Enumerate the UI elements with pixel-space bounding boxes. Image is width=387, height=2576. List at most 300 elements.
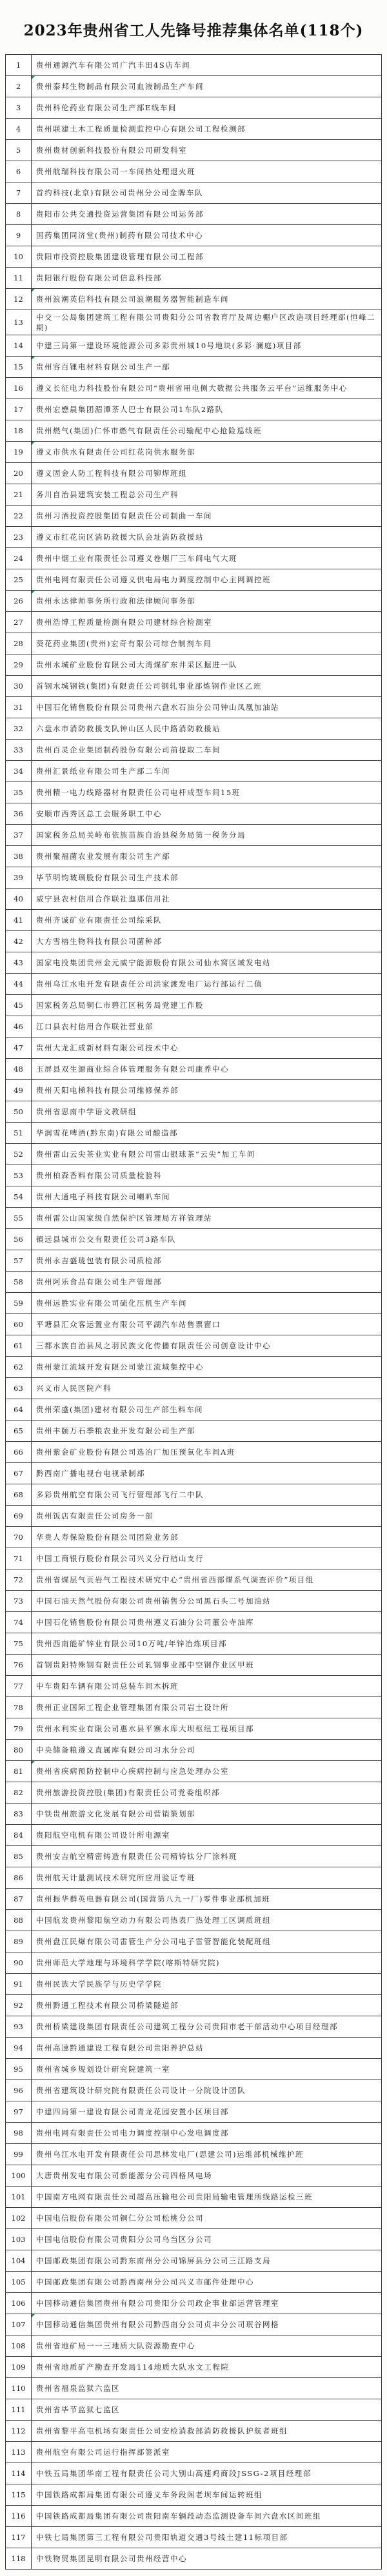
row-number: 41 <box>6 909 32 930</box>
row-number: 51 <box>6 1122 32 1143</box>
table-row <box>6 335 382 356</box>
row-number: 55 <box>6 1207 32 1228</box>
collective-name: 贵州习酒投资控股集团有限责任公司制曲一车间 <box>32 505 382 526</box>
row-number: 99 <box>6 2143 32 2165</box>
row-number: 114 <box>6 2463 32 2484</box>
table-row <box>6 441 382 462</box>
row-number: 105 <box>6 2271 32 2292</box>
collective-name: 贵州民族大学民族学与历史学学院 <box>32 1973 382 1994</box>
collective-name: 贵州水城矿业股份有限公司大湾煤矿东井采区掘进一队 <box>32 654 382 675</box>
table-row <box>6 2271 382 2292</box>
table-row <box>6 1633 382 1654</box>
row-number: 71 <box>6 1548 32 1569</box>
table-row <box>6 1399 382 1420</box>
collective-name: 贵州雷山云尖茶业实业有限公司雷山银球茶“云尖”加工车间 <box>32 1143 382 1165</box>
table-row <box>6 696 382 718</box>
table-row <box>6 1058 382 1079</box>
table-row <box>6 1037 382 1058</box>
table-row <box>6 1845 382 1867</box>
collective-name: 六盘水市消防救援支队钟山区人民中路消防救援站 <box>32 718 382 739</box>
row-number: 93 <box>6 2016 32 2037</box>
table-row <box>6 824 382 845</box>
collective-name: 贵阳银行股份有限公司信息科技部 <box>32 267 382 288</box>
row-number: 86 <box>6 1867 32 1888</box>
table-row <box>6 1739 382 1760</box>
table-row <box>6 930 382 952</box>
row-number: 30 <box>6 675 32 696</box>
table-row <box>6 888 382 909</box>
table-row <box>6 1824 382 1845</box>
row-number: 89 <box>6 1931 32 1952</box>
collective-name: 贵州百灵企业集团制药股份有限公司前提取二车间 <box>32 739 382 760</box>
table-row <box>6 2441 382 2463</box>
row-number: 79 <box>6 1718 32 1739</box>
collective-name: 国家税务总局铜仁市碧江区税务局党建工作股 <box>32 994 382 1016</box>
collective-name: 贵州远胜实业有限公司硫化压机生产车间 <box>32 1292 382 1313</box>
row-number: 49 <box>6 1079 32 1101</box>
collective-name: 中铁贵州旅游文化发展有限公司营销策划部 <box>32 1803 382 1824</box>
collective-name: 贵州省煤层气页岩气工程技术研究中心“贵州省西部煤系气调查评价”项目组 <box>32 1569 382 1590</box>
table-row <box>6 590 382 611</box>
table-row <box>6 1079 382 1101</box>
collective-name: 葵花药业集团(贵州)宏奇有限公司综合制剂车间 <box>32 633 382 654</box>
table-row <box>6 2122 382 2143</box>
collective-name: 中国电信股份有限公司铜仁分公司松桃分公司 <box>32 2207 382 2228</box>
collective-name: 贵州黔通工程技术有限公司桥梁隧道部 <box>32 1994 382 2016</box>
row-number: 77 <box>6 1675 32 1696</box>
row-number: 5 <box>6 139 32 161</box>
row-number: 92 <box>6 1994 32 2016</box>
row-number: 39 <box>6 867 32 888</box>
row-number: 97 <box>6 2101 32 2122</box>
row-number: 118 <box>6 2548 32 2569</box>
table-row <box>6 760 382 782</box>
table-row <box>6 1271 382 1292</box>
table-row <box>6 1654 382 1675</box>
table-row <box>6 1356 382 1377</box>
row-number: 91 <box>6 1973 32 1994</box>
collective-name: 贵州省福泉监狱六监区 <box>32 2377 382 2399</box>
table-row <box>6 973 382 994</box>
table-row <box>6 2335 382 2356</box>
collective-name: 贵州饭店有限责任公司房务一部 <box>32 1505 382 1526</box>
table-row <box>6 1313 382 1335</box>
collective-name: 遵义市供水有限责任公司红花岗供水服务部 <box>32 441 382 462</box>
table-row <box>6 2526 382 2548</box>
row-number: 22 <box>6 505 32 526</box>
table-row <box>6 1569 382 1590</box>
table-row <box>6 739 382 760</box>
row-number: 95 <box>6 2058 32 2079</box>
collective-name: 多彩贵州航空有限公司飞行管理部飞行二中队 <box>32 1484 382 1505</box>
row-number: 106 <box>6 2292 32 2314</box>
table-row <box>6 1931 382 1952</box>
collective-name: 贵州永达律师事务所行政和法律顾问事务部 <box>32 590 382 611</box>
collective-name: 中国邮政集团有限公司黔东南州分公司锦屏县分公司三江路支局 <box>32 2250 382 2271</box>
row-number: 82 <box>6 1782 32 1803</box>
table-row <box>6 484 382 505</box>
row-number: 24 <box>6 547 32 569</box>
row-number: 81 <box>6 1760 32 1782</box>
row-number: 4 <box>6 118 32 139</box>
collective-name: 贵州航天计量测试技术研究所应用验证专班 <box>32 1867 382 1888</box>
row-number: 72 <box>6 1569 32 1590</box>
table-row <box>6 2016 382 2037</box>
row-number: 46 <box>6 1016 32 1037</box>
row-number: 19 <box>6 441 32 462</box>
row-number: 42 <box>6 930 32 952</box>
table-row <box>6 139 382 161</box>
collective-name: 贵州贵材创新科技股份有限公司研发科室 <box>32 139 382 161</box>
row-number: 53 <box>6 1165 32 1186</box>
row-number: 107 <box>6 2314 32 2335</box>
collective-name: 镇远县城市公交有限责任公司3路车队 <box>32 1228 382 1250</box>
collective-name: 贵州航空有限公司运行指挥部签派室 <box>32 2441 382 2463</box>
collective-name: 贵州西南能矿锌业有限公司10万吨/年锌冶炼项目部 <box>32 1633 382 1654</box>
table-row <box>6 1165 382 1186</box>
collective-name: 贵州乌江水电开发有限责任公司思林发电厂(思建公司)运维部机械维护班 <box>32 2143 382 2165</box>
table-row <box>6 867 382 888</box>
row-number: 56 <box>6 1228 32 1250</box>
table-row <box>6 420 382 441</box>
collective-name: 贵州雷公山国家级自然保护区管理局方祥管理站 <box>32 1207 382 1228</box>
collective-name: 贵州省建筑设计研究院有限责任公司设计一分院设计团队 <box>32 2079 382 2101</box>
table-row <box>6 2292 382 2314</box>
table-row <box>6 1696 382 1718</box>
table-row <box>6 118 382 139</box>
table-row <box>6 97 382 118</box>
collective-name: 江口县农村信用合作联社营业部 <box>32 1016 382 1037</box>
row-number: 63 <box>6 1377 32 1399</box>
table-row <box>6 1782 382 1803</box>
collective-name: 贵阳市公共交通投资运营集团有限公司运务部 <box>32 203 382 224</box>
table-row <box>6 1484 382 1505</box>
collective-name: 遵义长征电力科技股份有限公司“贵州省用电侧大数据公共服务云平台”运维服务中心 <box>32 377 382 398</box>
row-number: 83 <box>6 1803 32 1824</box>
table-row <box>6 633 382 654</box>
table-row <box>6 994 382 1016</box>
table-row <box>6 2228 382 2250</box>
row-number: 110 <box>6 2377 32 2399</box>
collective-name: 中交一公局集团建筑工程有限公司贵阳分公司省教育厅及周边棚户区改造项目经理部(恒峰二期) <box>32 310 382 335</box>
row-number: 2 <box>6 75 32 97</box>
row-number: 60 <box>6 1313 32 1335</box>
row-number: 65 <box>6 1420 32 1441</box>
table-row <box>6 1505 382 1526</box>
collective-name: 中国移动通信集团贵州有限公司黔西南分公司贞丰分公司珉谷网格 <box>32 2314 382 2335</box>
collective-name: 贵州容百锂电材料有限公司生产一部 <box>32 356 382 377</box>
table-row <box>6 2250 382 2271</box>
collective-name: 贵州乌江水电开发有限责任公司洪家渡发电厂运行部运行二值 <box>32 973 382 994</box>
row-number: 18 <box>6 420 32 441</box>
collective-name: 中国电信股份有限公司贵阳分公司乌当区分公司 <box>32 2228 382 2250</box>
row-number: 78 <box>6 1696 32 1718</box>
table-row <box>6 398 382 420</box>
collective-name: 贵州聚福菌农业发展有限公司生产部 <box>32 845 382 867</box>
row-number: 58 <box>6 1271 32 1292</box>
table-row <box>6 182 382 203</box>
row-number: 47 <box>6 1037 32 1058</box>
collective-name: 威宁县农村信用合作联社迤那信用社 <box>32 888 382 909</box>
row-number: 6 <box>6 161 32 182</box>
collective-name: 中国石油天然气股份有限公司贵州销售分公司黑石头二号加油站 <box>32 1590 382 1611</box>
collective-name: 贵州荣盛(集团)建材有限公司生产部生料车间 <box>32 1399 382 1420</box>
collective-name: 贵州省思南中学语文教研组 <box>32 1101 382 1122</box>
table-row <box>6 1101 382 1122</box>
table-row <box>6 1888 382 1909</box>
collective-name: 中铁物贸集团昆明有限公司贵州经营中心 <box>32 2548 382 2569</box>
table-row <box>6 2463 382 2484</box>
collective-name: 平塘县汇众客运置业有限公司平湖汽车站售票窗口 <box>32 1313 382 1335</box>
row-number: 23 <box>6 526 32 547</box>
table-row <box>6 2101 382 2122</box>
collective-name: 华贵人寿保险股份有限公司团险业务部 <box>32 1526 382 1548</box>
row-number: 111 <box>6 2399 32 2420</box>
table-row <box>6 1143 382 1165</box>
collective-name: 中国工商银行股份有限公司兴义分行桔山支行 <box>32 1548 382 1569</box>
collective-name: 贵阳航空电机有限公司设计所电源室 <box>32 1824 382 1845</box>
table-row <box>6 1994 382 2016</box>
row-number: 116 <box>6 2505 32 2526</box>
row-number: 113 <box>6 2441 32 2463</box>
collective-name: 贵州宏懋晨集团湄潭茶人巴士有限公司1车队2路队 <box>32 398 382 420</box>
collective-name: 中铁七局集团第三工程有限公司贵阳轨道交通3号线土建11标项目部 <box>32 2526 382 2548</box>
table-row <box>6 1973 382 1994</box>
row-number: 98 <box>6 2122 32 2143</box>
table-row <box>6 2207 382 2228</box>
collective-name: 贵州桥梁建设集团有限责任公司建筑工程分公司贵阳市老干部活动中心项目经理部 <box>32 2016 382 2037</box>
collective-name: 遵义市红花岗区消防救援大队会址消防救援站 <box>32 526 382 547</box>
table-row <box>6 1760 382 1782</box>
table-row <box>6 54 382 75</box>
table-row <box>6 161 382 182</box>
collectives-table <box>5 54 382 2570</box>
row-number: 90 <box>6 1952 32 1973</box>
table-row <box>6 547 382 569</box>
table-row <box>6 462 382 484</box>
collective-name: 玉屏县双生源商业综合体管理服务有限公司康养中心 <box>32 1058 382 1079</box>
collective-name: 贵州电网有限责任公司电力调度控制中心发电调度部 <box>32 2122 382 2143</box>
table-row <box>6 505 382 526</box>
row-number: 85 <box>6 1845 32 1867</box>
table-row <box>6 356 382 377</box>
row-number: 33 <box>6 739 32 760</box>
collective-name: 贵州科伦药业有限公司生产部E线车间 <box>32 97 382 118</box>
table-row <box>6 654 382 675</box>
row-number: 35 <box>6 782 32 803</box>
table-row <box>6 288 382 310</box>
row-number: 12 <box>6 288 32 310</box>
table-row <box>6 310 382 335</box>
row-number: 14 <box>6 335 32 356</box>
collective-name: 贵阳市投资控股集团建设管理有限公司工程部 <box>32 246 382 267</box>
collective-name: 贵州通源汽车有限公司广汽丰田4S店车间 <box>32 54 382 75</box>
row-number: 44 <box>6 973 32 994</box>
row-number: 59 <box>6 1292 32 1313</box>
collective-name: 中国移动通信集团贵州有限公司贵阳分公司政企事业部运营管理室 <box>32 2292 382 2314</box>
row-number: 103 <box>6 2228 32 2250</box>
collective-name: 贵州泰邦生物制品有限公司血液制品生产车间 <box>32 75 382 97</box>
collective-name: 贵州师范大学地理与环境科学学院(喀斯特研究院) <box>32 1952 382 1973</box>
collective-name: 贵州丰颐万石季粮农业开发有限公司生产部 <box>32 1420 382 1441</box>
collective-name: 贵州大通电子科技有限公司喇叭车间 <box>32 1186 382 1207</box>
row-number: 48 <box>6 1058 32 1079</box>
collective-name: 贵州汇景纸业有限公司生产部二车间 <box>32 760 382 782</box>
table-row <box>6 845 382 867</box>
collective-name: 贵州永吉盛珑包装有限公司质检部 <box>32 1250 382 1271</box>
collective-name: 贵州浪潮英信科技有限公司浪潮服务器智能制造车间 <box>32 288 382 310</box>
row-number: 29 <box>6 654 32 675</box>
row-number: 67 <box>6 1462 32 1484</box>
table-row <box>6 1377 382 1399</box>
table-row <box>6 1675 382 1696</box>
row-number: 70 <box>6 1526 32 1548</box>
row-number: 115 <box>6 2484 32 2505</box>
table-row <box>6 2420 382 2441</box>
collective-name: 贵州蒙江流域开发有限公司蒙江流域集控中心 <box>32 1356 382 1377</box>
row-number: 34 <box>6 760 32 782</box>
row-number: 100 <box>6 2165 32 2186</box>
table-row <box>6 2399 382 2420</box>
row-number: 10 <box>6 246 32 267</box>
row-number: 40 <box>6 888 32 909</box>
row-number: 94 <box>6 2037 32 2058</box>
row-number: 75 <box>6 1633 32 1654</box>
row-number: 96 <box>6 2079 32 2101</box>
collective-name: 贵州盘江民爆有限公司雷管生产分公司电子雷管智能化装配班组 <box>32 1931 382 1952</box>
collective-name: 贵州电网有限责任公司遵义供电局电力调度控制中心主网调控班 <box>32 569 382 590</box>
row-number: 43 <box>6 952 32 973</box>
table-row <box>6 1909 382 1931</box>
table-row <box>6 1867 382 1888</box>
row-number: 80 <box>6 1739 32 1760</box>
table-row <box>6 2079 382 2101</box>
collective-name: 黔西南广播电视台电视录制部 <box>32 1462 382 1484</box>
page-title: 2023年贵州省工人先锋号推荐集体名单(118个) <box>23 22 364 39</box>
table-row <box>6 2165 382 2186</box>
row-number: 20 <box>6 462 32 484</box>
collective-name: 贵州浩博工程质量检测有限公司建材综合检测室 <box>32 611 382 633</box>
row-number: 1 <box>6 54 32 75</box>
row-number: 69 <box>6 1505 32 1526</box>
table-row <box>6 718 382 739</box>
table-row <box>6 1335 382 1356</box>
row-number: 17 <box>6 398 32 420</box>
collective-name: 中国铁路成都局集团有限公司贵阳南车辆段动态监测设备车间六盘水区间班组 <box>32 2505 382 2526</box>
collective-name: 贵州天阳电梯科技有限公司维修保养部 <box>32 1079 382 1101</box>
table-row <box>6 2484 382 2505</box>
table-row <box>6 1441 382 1462</box>
table-row <box>6 1186 382 1207</box>
table-row <box>6 1611 382 1633</box>
row-number: 76 <box>6 1654 32 1675</box>
row-number: 3 <box>6 97 32 118</box>
collectives-table-body <box>6 54 382 2569</box>
table-row <box>6 952 382 973</box>
table-row <box>6 203 382 224</box>
collective-name: 贵州旅游投资控股(集团)有限责任公司党委组织部 <box>32 1782 382 1803</box>
row-number: 54 <box>6 1186 32 1207</box>
table-row <box>6 909 382 930</box>
table-row <box>6 2037 382 2058</box>
table-row <box>6 246 382 267</box>
row-number: 102 <box>6 2207 32 2228</box>
row-number: 88 <box>6 1909 32 1931</box>
collective-name: 贵州省地质矿产勘查开发局114地质大队水文工程院 <box>32 2356 382 2377</box>
row-number: 21 <box>6 484 32 505</box>
collective-name: 首钢水城钢铁(集团)有限责任公司钢轧事业部炼钢作业区乙班 <box>32 675 382 696</box>
table-row <box>6 526 382 547</box>
collective-name: 华润雪花啤酒(黔东南)有限公司酿造部 <box>32 1122 382 1143</box>
table-row <box>6 1590 382 1611</box>
collective-name: 贵州柏森香料有限公司质量检验科 <box>32 1165 382 1186</box>
table-row <box>6 2058 382 2079</box>
collective-name: 贵州联建土木工程质量检测监控中心有限公司工程检测部 <box>32 118 382 139</box>
row-number: 8 <box>6 203 32 224</box>
row-number: 52 <box>6 1143 32 1165</box>
row-number: 27 <box>6 611 32 633</box>
collective-name: 中国南方电网有限责任公司超高压输电公司贵阳局输电管理所线路运检三班 <box>32 2186 382 2207</box>
collective-name: 国家税务总局关岭布依族苗族自治县税务局第一税务分局 <box>32 824 382 845</box>
collective-name: 国药集团同济堂(贵州)制药有限公司技术中心 <box>32 224 382 246</box>
row-number: 25 <box>6 569 32 590</box>
table-row <box>6 569 382 590</box>
row-number: 87 <box>6 1888 32 1909</box>
table-row <box>6 2356 382 2377</box>
row-number: 64 <box>6 1399 32 1420</box>
table-row <box>6 1228 382 1250</box>
table-row <box>6 75 382 97</box>
table-row <box>6 1462 382 1484</box>
row-number: 32 <box>6 718 32 739</box>
collective-name: 贵州阿乐食品有限公司生产管理部 <box>32 1271 382 1292</box>
row-number: 109 <box>6 2356 32 2377</box>
row-number: 9 <box>6 224 32 246</box>
row-number: 62 <box>6 1356 32 1377</box>
collective-name: 大方雪榕生物科技有限公司菌种部 <box>32 930 382 952</box>
row-number: 11 <box>6 267 32 288</box>
table-row <box>6 1122 382 1143</box>
table-row <box>6 267 382 288</box>
collective-name: 中国铁路成都局集团有限公司遵义车务段阁老坝车间运转班组 <box>32 2484 382 2505</box>
row-number: 112 <box>6 2420 32 2441</box>
collective-name: 贵州省毕节监狱七监区 <box>32 2399 382 2420</box>
table-row <box>6 2505 382 2526</box>
collective-name: 贵州航瑞科技有限公司一车间热处理退火班 <box>32 161 382 182</box>
collective-name: 贵州振华群英电器有限公司(国营第八九一厂)零件事业部机加班 <box>32 1888 382 1909</box>
collective-name: 贵州安吉航空精密铸造有限责任公司精铸钛分厂涂料班 <box>32 1845 382 1867</box>
collective-name: 中建三局第一建设环境能源公司多彩贵州城10号地块(多彩·澜庭)项目部 <box>32 335 382 356</box>
table-row <box>6 224 382 246</box>
collective-name: 务川自治县建筑安装工程总公司生产科 <box>32 484 382 505</box>
row-number: 68 <box>6 1484 32 1505</box>
collective-name: 遵义固金人防工程科技有限公司铆焊班组 <box>32 462 382 484</box>
collective-name: 中车贵阳车辆有限公司总装车间木拆班 <box>32 1675 382 1696</box>
collective-name: 中国航发贵州黎阳航空动力有限公司热表厂热处理工区调质班组 <box>32 1909 382 1931</box>
collective-name: 贵州燃气(集团)仁怀市燃气有限责任公司输配中心抢险巡线班 <box>32 420 382 441</box>
collective-name: 贵州精一电力线路器材有限责任公司电杆成型车间15班 <box>32 782 382 803</box>
collective-name: 贵州正业国际工程企业管理集团有限公司岩土设计所 <box>32 1696 382 1718</box>
table-row <box>6 1718 382 1739</box>
table-row <box>6 2143 382 2165</box>
row-number: 73 <box>6 1590 32 1611</box>
collective-name: 中铁五局集团华南工程有限责任公司大别山高速鸡商段JSSG-2项目经理部 <box>32 2463 382 2484</box>
table-row <box>6 377 382 398</box>
row-number: 26 <box>6 590 32 611</box>
row-number: 50 <box>6 1101 32 1122</box>
collective-name: 中国邮政集团有限公司黔西南州分公司兴义市邮件处理中心 <box>32 2271 382 2292</box>
collective-name: 中建四局第一建设有限公司青龙花园安置小区项目部 <box>32 2101 382 2122</box>
